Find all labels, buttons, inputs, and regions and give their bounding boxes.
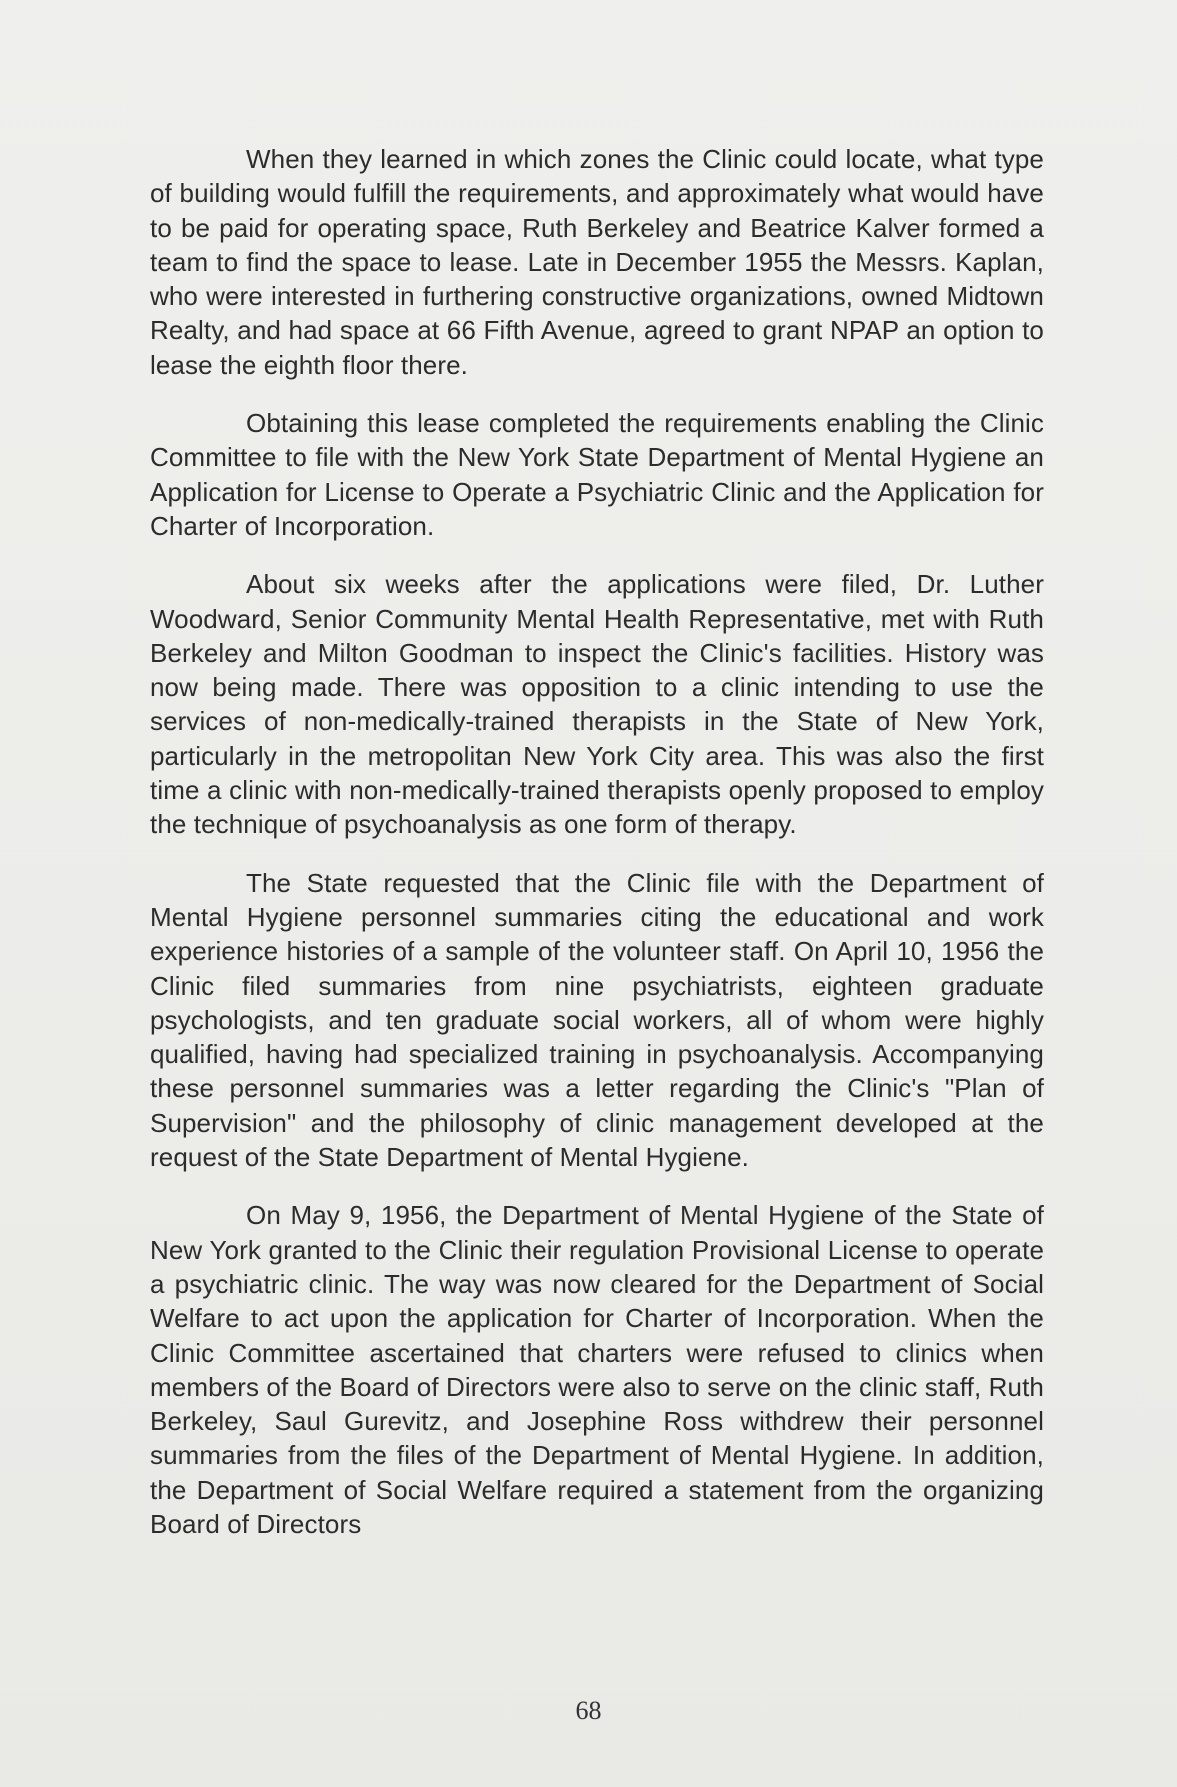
paragraph-5: On May 9, 1956, the Department of Mental Hygiene of the State of New York granted to the Clinic their regulation Provisional License to operate a psychiatric clinic. The way was now cleared for the Department of Social Welfare to act upon the application for Charter of Incorporation. When the Clinic Committee ascertained that charters were refused to clinics when members of the Board of Directors were also to serve on the clinic staff, Ruth Berkeley, Saul Gurevitz, and Josephine Ross withdrew their personnel summaries from the files of the Department of Mental Hygiene. In addition, the Department of Social Welfare required a statement from the organizing Board of Directors — [150, 1200, 1044, 1539]
paragraph-2: Obtaining this lease completed the requirements enabling the Clinic Committee to file with the New York State Department of Mental Hygiene an Application for License to Operate a Psychiatric Clinic and the Application for Charter of Incorporation. — [150, 408, 1044, 541]
paragraph-3: About six weeks after the applications were filed, Dr. Luther Woodward, Senior Community Mental Health Representative, met with Ruth Berkeley and Milton Goodman to inspect the Clinic's facilities. History was now being made. There was opposition to a clinic intending to use the services of non-medically-trained therapists in the State of New York, particularly in the metropolitan New York City area. This was also the first time a clinic with non-medically-trained therapists openly proposed to employ the technique of psychoanalysis as one form of therapy. — [150, 569, 1044, 840]
page-number: 68 — [575, 1696, 602, 1725]
paragraph-1: When they learned in which zones the Clinic could locate, what type of building would fulfill the requirements, and approximately what would have to be paid for operating space, Ruth Berkeley and Beatrice Kalver formed a team to find the space to lease. Late in December 1955 the Messrs. Kaplan, who were interested in furthering constructive organizations, owned Midtown Realty, and had space at 66 Fifth Avenue, agreed to grant NPAP an option to lease the eighth floor there. — [150, 144, 1044, 380]
paragraph-4: The State requested that the Clinic file with the Department of Mental Hygiene personnel summaries citing the educational and work experience histories of a sample of the volunteer staff. On April 10, 1956 the Clinic filed summaries from nine psychiatrists, eighteen graduate psychologists, and ten graduate social workers, all of whom were highly qualified, having had specialized training in psychoanalysis. Accompanying these personnel summaries was a letter regarding the Clinic's "Plan of Supervision" and the philosophy of clinic management developed at the request of the State Department of Mental Hygiene. — [150, 867, 1044, 1173]
body-text — [150, 142, 1044, 1565]
